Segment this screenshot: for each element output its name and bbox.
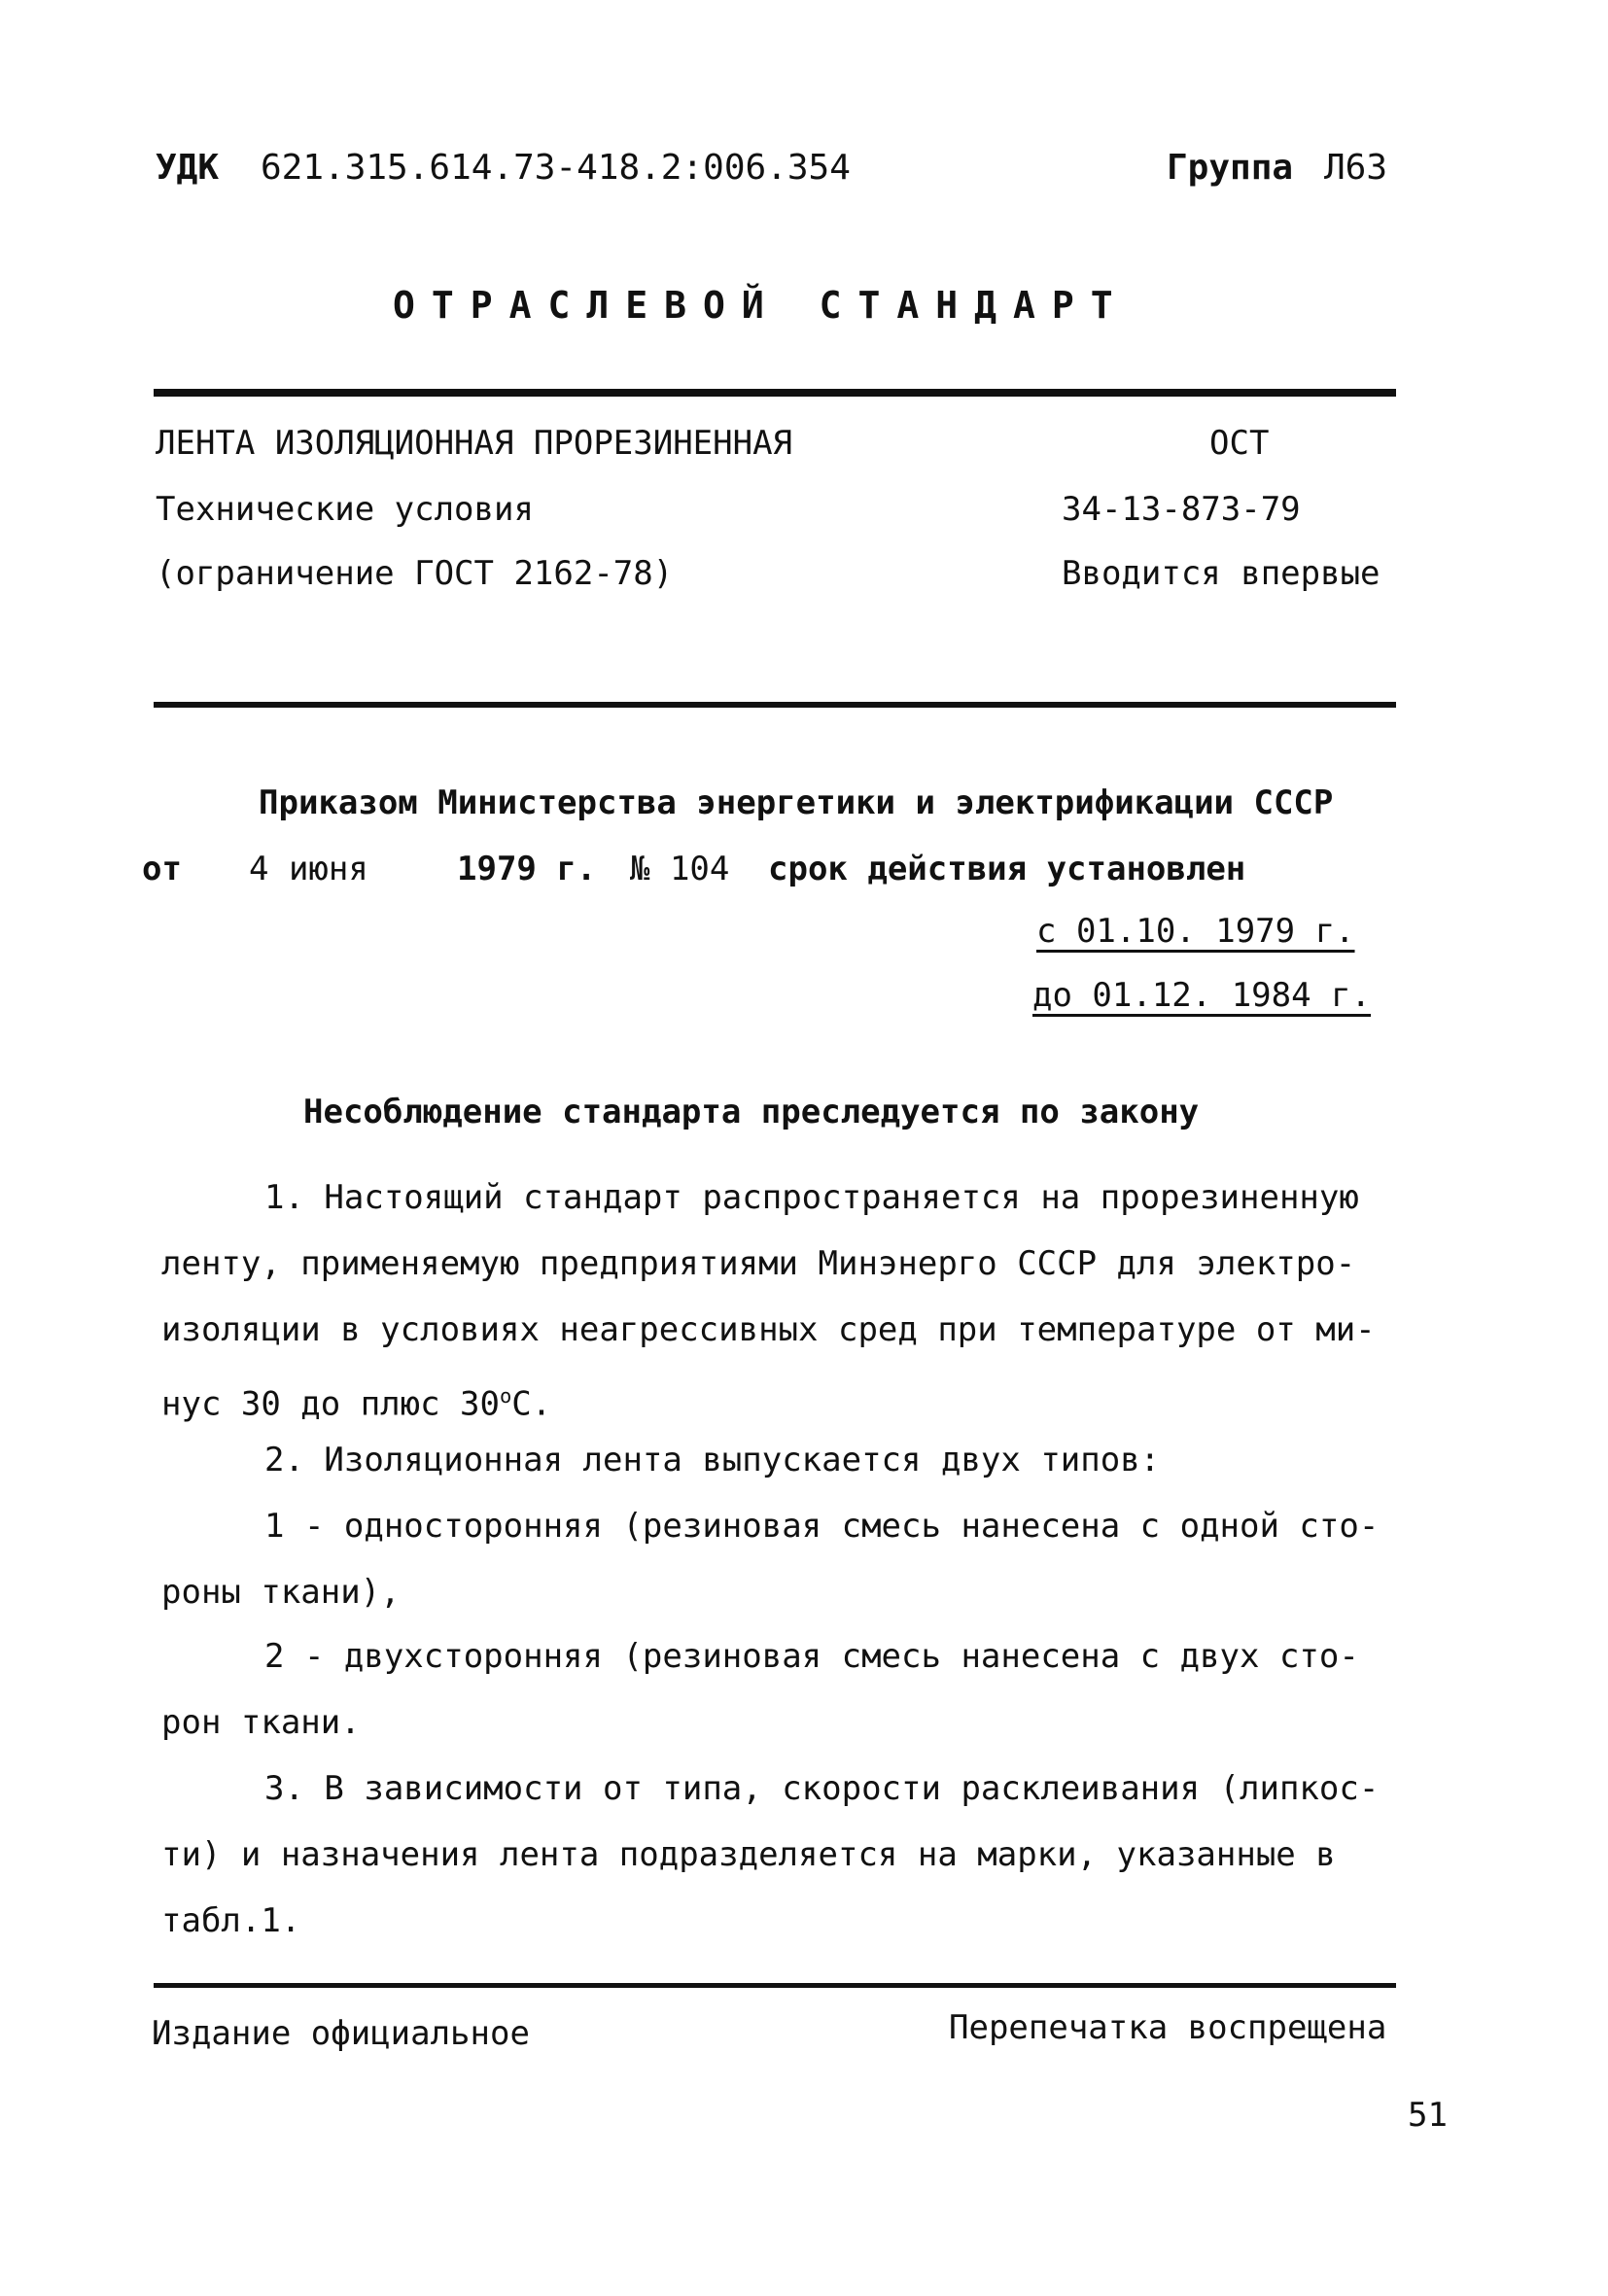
legal-notice: Несоблюдение стандарта преследуется по закону xyxy=(303,1093,1200,1131)
temperature-unit: С. xyxy=(511,1384,552,1424)
udk-code: 621.315.614.73-418.2:006.354 xyxy=(261,148,851,188)
type-2-item xyxy=(161,1623,1398,1756)
standard-restriction: (ограничение ГОСТ 2162-78) xyxy=(156,554,674,593)
type-2-line: 2 - двухсторонняя (резиновая смесь нанесена с двух сто- xyxy=(264,1637,1359,1676)
order-authority: Приказом Министерства энергетики и электрификации СССР xyxy=(259,783,1334,822)
type-1-line: роны ткани), xyxy=(161,1573,401,1612)
middle-divider xyxy=(154,702,1396,708)
footer-divider xyxy=(154,1983,1396,1988)
temperature-text: нус 30 до плюс 30 xyxy=(161,1384,500,1424)
valid-from-date: с 01.10. 1979 г. xyxy=(1036,912,1355,951)
order-number: № 104 xyxy=(630,850,730,888)
ost-number: 34-13-873-79 xyxy=(1062,490,1301,529)
paragraph-3 xyxy=(161,1756,1398,1954)
paragraph-3-line: ти) и назначения лента подразделяется на марки, указанные в xyxy=(161,1835,1336,1874)
degree-sign: о xyxy=(500,1384,512,1408)
page-number: 51 xyxy=(1408,2096,1448,2135)
order-year: 1979 г. xyxy=(457,850,597,888)
ost-label: ОСТ xyxy=(1209,424,1270,463)
standard-name: ЛЕНТА ИЗОЛЯЦИОННАЯ ПРОРЕЗИНЕННАЯ xyxy=(156,424,793,463)
edition-note: Издание официальное xyxy=(152,2014,530,2053)
paragraph-1 xyxy=(161,1165,1398,1437)
type-2-line: рон ткани. xyxy=(161,1703,361,1742)
order-date: 4 июня xyxy=(249,850,368,888)
reprint-note: Перепечатка воспрещена xyxy=(949,2008,1387,2047)
intro-note: Вводится впервые xyxy=(1062,554,1381,593)
valid-to-date: до 01.12. 1984 г. xyxy=(1032,976,1371,1015)
paragraph-3-line: 3. В зависимости от типа, скорости расклеивания (липкос- xyxy=(264,1769,1380,1808)
paragraph-1-line: изоляции в условиях неагрессивных сред при температуре от ми- xyxy=(161,1310,1376,1349)
standard-subtitle: Технические условия xyxy=(156,490,534,529)
document-title: ОТРАСЛЕВОЙ СТАНДАРТ xyxy=(393,284,1130,327)
paragraph-2: 2. Изоляционная лента выпускается двух типов: xyxy=(264,1441,1161,1479)
udk-label: УДК xyxy=(156,148,220,188)
paragraph-1-last-line xyxy=(161,1363,1398,1437)
type-1-item xyxy=(161,1493,1398,1625)
group-label: Группа xyxy=(1167,148,1294,188)
order-from: от xyxy=(142,850,182,888)
paragraph-1-line: 1. Настоящий стандарт распространяется на прорезиненную xyxy=(264,1178,1359,1217)
top-divider xyxy=(154,389,1396,397)
paragraph-1-line: ленту, применяемую предприятиями Минэнерго СССР для электро- xyxy=(161,1244,1356,1283)
type-1-line: 1 - односторонняя (резиновая смесь нанесена с одной сто- xyxy=(264,1507,1380,1546)
paragraph-3-line: табл.1. xyxy=(161,1901,301,1940)
group-code: Л63 xyxy=(1324,148,1388,188)
order-term: срок действия установлен xyxy=(768,850,1246,888)
